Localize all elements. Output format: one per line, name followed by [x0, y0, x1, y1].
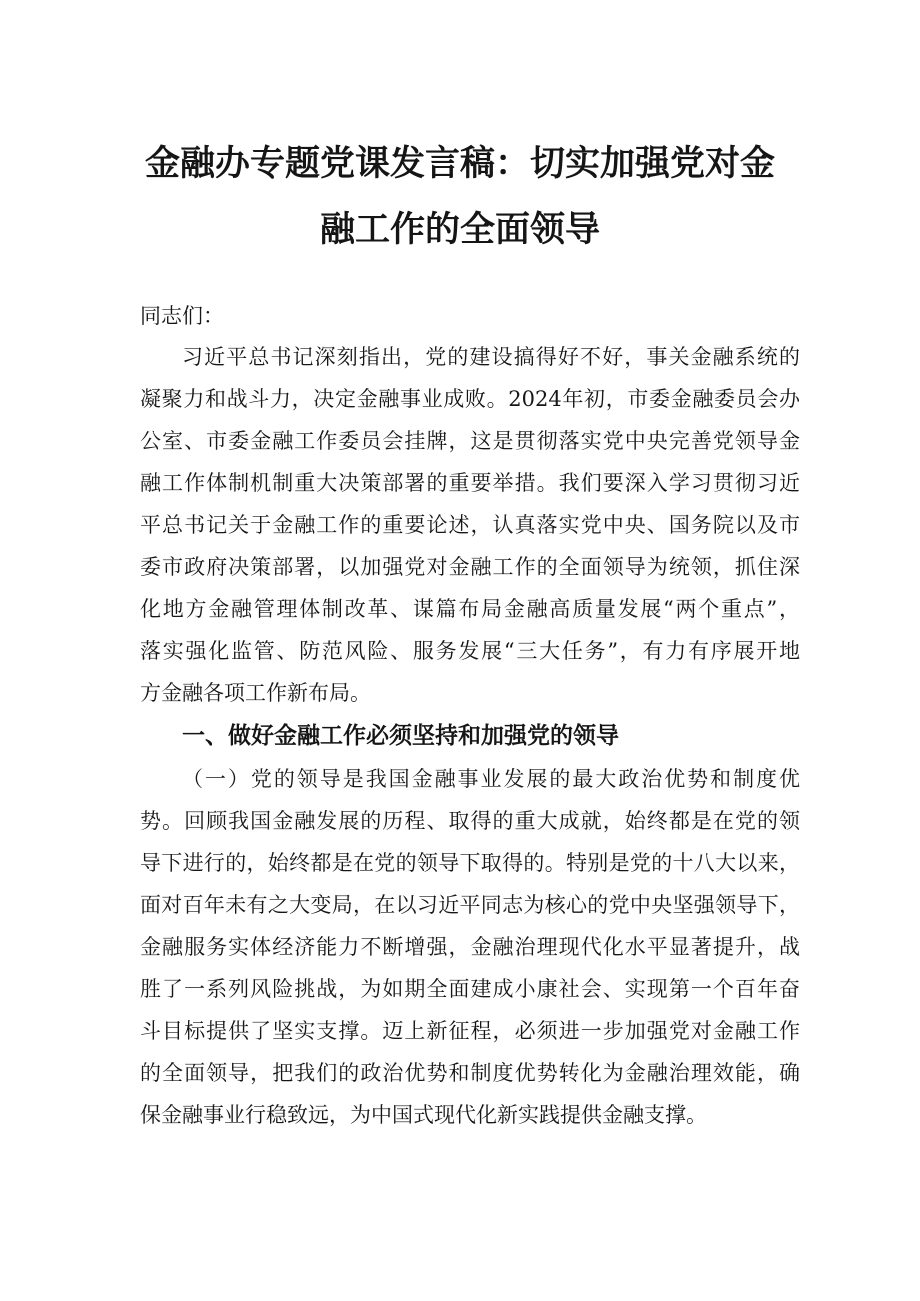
- intro-paragraph-line: 平总书记关于金融工作的重要论述，认真落实党中央、国务院以及市: [140, 513, 800, 537]
- section-paragraph-line: 金融服务实体经济能力不断增强，金融治理现代化水平显著提升，战: [140, 935, 800, 959]
- section-paragraph-line: 的全面领导，把我们的政治优势和制度优势转化为金融治理效能，确: [140, 1061, 800, 1085]
- section-heading: 一、做好金融工作必须坚持和加强党的领导: [182, 723, 619, 749]
- intro-paragraph-line: 凝聚力和战斗力，决定金融事业成败。2024年初，市委金融委员会办: [140, 387, 800, 411]
- intro-paragraph-line: 委市政府决策部署，以加强党对金融工作的全面领导为统领，抓住深: [140, 555, 800, 579]
- section-paragraph-line: 斗目标提供了坚实支撑。迈上新征程，必须进一步加强党对金融工作: [140, 1019, 800, 1043]
- intro-paragraph-line: 落实强化监管、防范风险、服务发展“三大任务”，有力有序展开地: [140, 639, 800, 663]
- section-paragraph-line: 保金融事业行稳致远，为中国式现代化新实践提供金融支撑。: [140, 1103, 707, 1127]
- document-title-line-2: 融工作的全面领导: [319, 210, 600, 250]
- intro-paragraph-line: 方金融各项工作新布局。: [140, 681, 371, 705]
- intro-paragraph-line: 融工作体制机制重大决策部署的重要举措。我们要深入学习贯彻习近: [140, 471, 800, 495]
- intro-paragraph-line: 习近平总书记深刻指出，党的建设搞得好不好，事关金融系统的: [182, 345, 800, 369]
- document-title-line-1: 金融办专题党课发言稿：切实加强党对金: [144, 144, 775, 184]
- section-paragraph-line: 面对百年未有之大变局，在以习近平同志为核心的党中央坚强领导下，: [140, 893, 800, 917]
- greeting: 同志们：: [140, 304, 224, 328]
- section-paragraph-line: 导下进行的，始终都是在党的领导下取得的。特别是党的十八大以来，: [140, 851, 800, 875]
- section-paragraph-line: 胜了一系列风险挑战，为如期全面建成小康社会、实现第一个百年奋: [140, 977, 800, 1001]
- section-paragraph-line: （一）党的领导是我国金融事业发展的最大政治优势和制度优: [182, 767, 800, 791]
- intro-paragraph-line: 化地方金融管理体制改革、谋篇布局金融高质量发展“两个重点”，: [140, 597, 800, 621]
- intro-paragraph-line: 公室、市委金融工作委员会挂牌，这是贯彻落实党中央完善党领导金: [140, 429, 800, 453]
- section-paragraph-line: 势。回顾我国金融发展的历程、取得的重大成就，始终都是在党的领: [140, 809, 800, 833]
